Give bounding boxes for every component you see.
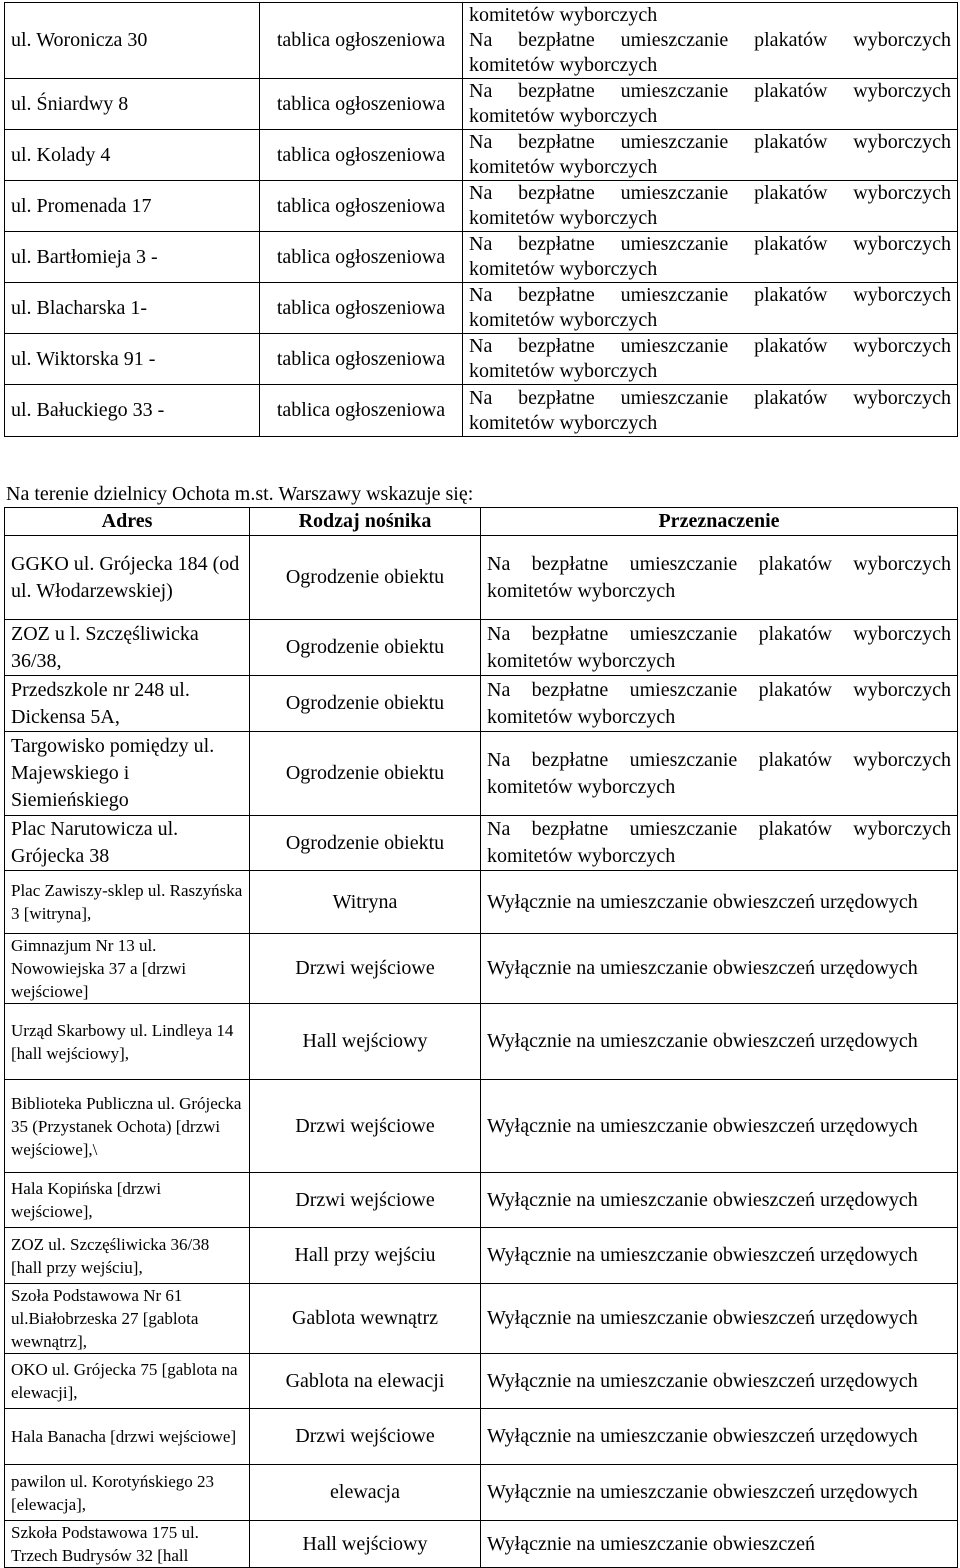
purpose-cell	[463, 283, 958, 334]
ochota-locations-table	[4, 507, 958, 1568]
address-cell: ul. Promenada 17	[5, 181, 260, 232]
table-row	[5, 1004, 958, 1080]
table-row	[5, 1173, 958, 1228]
purpose-cell	[463, 334, 958, 385]
table-row	[5, 283, 958, 334]
carrier-type-cell: Ogrodzenie obiektu	[250, 536, 481, 620]
table-row	[5, 385, 958, 437]
carrier-type-cell: Gablota wewnątrz	[250, 1284, 481, 1354]
purpose-cell: Wyłącznie na umieszczanie obwieszczeń urzędowych	[481, 1409, 958, 1465]
carrier-type-cell: Drzwi wejściowe	[250, 934, 481, 1004]
top-locations-table	[4, 2, 958, 437]
purpose-text: Na bezpłatne umieszczanie plakatów wyborczych komitetów wyborczych	[469, 284, 951, 331]
address-cell: ul. Blacharska 1-	[5, 283, 260, 334]
carrier-type-cell: tablica ogłoszeniowa	[260, 3, 463, 79]
carrier-type-cell: tablica ogłoszeniowa	[260, 181, 463, 232]
table-row	[5, 334, 958, 385]
table-row	[5, 1354, 958, 1409]
carrier-type-cell: Drzwi wejściowe	[250, 1409, 481, 1465]
purpose-text: Na bezpłatne umieszczanie plakatów wyborczych komitetów wyborczych	[469, 335, 951, 382]
purpose-text: Na bezpłatne umieszczanie plakatów wyborczych komitetów wyborczych	[469, 233, 951, 280]
purpose-cell: Wyłącznie na umieszczanie obwieszczeń urzędowych	[481, 1080, 958, 1173]
purpose-text: Na bezpłatne umieszczanie plakatów wyborczych komitetów wyborczych	[469, 182, 951, 229]
table-row	[5, 620, 958, 676]
purpose-cell: Wyłącznie na umieszczanie obwieszczeń urzędowych	[481, 1004, 958, 1080]
header-purpose: Przeznaczenie	[481, 508, 958, 536]
carrier-type-cell: Drzwi wejściowe	[250, 1080, 481, 1173]
purpose-cell: Na bezpłatne umieszczanie plakatów wyborczych komitetów wyborczych	[481, 676, 958, 732]
table-row	[5, 732, 958, 816]
address-cell: Biblioteka Publiczna ul. Grójecka 35 (Przystanek Ochota) [drzwi wejściowe],\	[5, 1080, 250, 1173]
purpose-cell: Na bezpłatne umieszczanie plakatów wyborczych komitetów wyborczych	[481, 816, 958, 871]
purpose-text: Na bezpłatne umieszczanie plakatów wyborczych komitetów wyborczych	[469, 29, 951, 76]
table-header-row	[5, 508, 958, 536]
purpose-cell: Wyłącznie na umieszczanie obwieszczeń urzędowych	[481, 1354, 958, 1409]
address-cell: Hala Kopińska [drzwi wejściowe],	[5, 1173, 250, 1228]
purpose-cell: Wyłącznie na umieszczanie obwieszczeń urzędowych	[481, 871, 958, 934]
purpose-cell: Wyłącznie na umieszczanie obwieszczeń urzędowych	[481, 1465, 958, 1521]
table-row	[5, 79, 958, 130]
address-cell: ZOZ u l. Szczęśliwicka 36/38,	[5, 620, 250, 676]
table-row	[5, 816, 958, 871]
table-row	[5, 1521, 958, 1568]
purpose-cell	[463, 79, 958, 130]
address-cell: ul. Woronicza 30	[5, 3, 260, 79]
address-cell: Hala Banacha [drzwi wejściowe]	[5, 1409, 250, 1465]
purpose-cell: Wyłącznie na umieszczanie obwieszczeń urzędowych	[481, 1228, 958, 1284]
purpose-cell	[463, 3, 958, 79]
address-cell: Gimnazjum Nr 13 ul. Nowowiejska 37 a [drzwi wejściowe]	[5, 934, 250, 1004]
purpose-cell	[463, 130, 958, 181]
purpose-text: Na bezpłatne umieszczanie plakatów wyborczych komitetów wyborczych	[469, 80, 951, 127]
carrier-type-cell: Hall wejściowy	[250, 1521, 481, 1568]
purpose-cell: Wyłącznie na umieszczanie obwieszczeń urzędowych	[481, 1173, 958, 1228]
address-cell: pawilon ul. Korotyńskiego 23 [elewacja],	[5, 1465, 250, 1521]
purpose-cell: Wyłącznie na umieszczanie obwieszczeń urzędowych	[481, 934, 958, 1004]
carrier-type-cell: tablica ogłoszeniowa	[260, 283, 463, 334]
table-row	[5, 3, 958, 79]
carrier-type-cell: Ogrodzenie obiektu	[250, 676, 481, 732]
purpose-cell: Na bezpłatne umieszczanie plakatów wyborczych komitetów wyborczych	[481, 536, 958, 620]
table-row	[5, 536, 958, 620]
header-carrier-type: Rodzaj nośnika	[250, 508, 481, 536]
carrier-type-cell: Gablota na elewacji	[250, 1354, 481, 1409]
section-caption: Na terenie dzielnicy Ochota m.st. Warszawy wskazuje się:	[6, 483, 474, 505]
table-row	[5, 871, 958, 934]
header-address: Adres	[5, 508, 250, 536]
address-cell: Plac Zawiszy-sklep ul. Raszyńska 3 [witryna],	[5, 871, 250, 934]
purpose-cell	[463, 181, 958, 232]
table-row	[5, 232, 958, 283]
table-row	[5, 1409, 958, 1465]
address-cell: ul. Kolady 4	[5, 130, 260, 181]
carrier-type-cell: tablica ogłoszeniowa	[260, 130, 463, 181]
table-row	[5, 934, 958, 1004]
carrier-type-cell: tablica ogłoszeniowa	[260, 334, 463, 385]
carrier-type-cell: Ogrodzenie obiektu	[250, 732, 481, 816]
address-cell: Szoła Podstawowa Nr 61 ul.Białobrzeska 27 [gablota wewnątrz],	[5, 1284, 250, 1354]
carrier-type-cell: elewacja	[250, 1465, 481, 1521]
table-row	[5, 1228, 958, 1284]
address-cell: ul. Śniardwy 8	[5, 79, 260, 130]
table-row	[5, 130, 958, 181]
address-cell: Targowisko pomiędzy ul. Majewskiego i Siemieńskiego	[5, 732, 250, 816]
purpose-cell: Wyłącznie na umieszczanie obwieszczeń urzędowych	[481, 1284, 958, 1354]
address-cell: Szkoła Podstawowa 175 ul. Trzech Budrysów 32 [hall	[5, 1521, 250, 1568]
address-cell: GGKO ul. Grójecka 184 (od ul. Włodarzewskiej)	[5, 536, 250, 620]
address-cell: Przedszkole nr 248 ul. Dickensa 5A,	[5, 676, 250, 732]
table-row	[5, 1284, 958, 1354]
carrier-type-cell: tablica ogłoszeniowa	[260, 385, 463, 437]
carrier-type-cell: tablica ogłoszeniowa	[260, 79, 463, 130]
purpose-cell: Wyłącznie na umieszczanie obwieszczeń	[481, 1521, 958, 1568]
purpose-text: Na bezpłatne umieszczanie plakatów wyborczych komitetów wyborczych	[469, 131, 951, 178]
address-cell: ZOZ ul. Szczęśliwicka 36/38 [hall przy wejściu],	[5, 1228, 250, 1284]
address-cell: ul. Wiktorska 91 -	[5, 334, 260, 385]
purpose-cell	[463, 385, 958, 437]
purpose-text: Na bezpłatne umieszczanie plakatów wyborczych komitetów wyborczych	[469, 386, 951, 434]
carrier-type-cell: Drzwi wejściowe	[250, 1173, 481, 1228]
carrier-type-cell: Hall przy wejściu	[250, 1228, 481, 1284]
table-row	[5, 181, 958, 232]
purpose-cell: Na bezpłatne umieszczanie plakatów wyborczych komitetów wyborczych	[481, 620, 958, 676]
carrier-type-cell: Ogrodzenie obiektu	[250, 816, 481, 871]
carrier-type-cell: Ogrodzenie obiektu	[250, 620, 481, 676]
table-row	[5, 676, 958, 732]
purpose-cell: Na bezpłatne umieszczanie plakatów wyborczych komitetów wyborczych	[481, 732, 958, 816]
carrier-type-cell: Witryna	[250, 871, 481, 934]
table-row	[5, 1080, 958, 1173]
carrier-type-cell: tablica ogłoszeniowa	[260, 232, 463, 283]
carrier-type-cell: Hall wejściowy	[250, 1004, 481, 1080]
address-cell: Urząd Skarbowy ul. Lindleya 14 [hall wejściowy],	[5, 1004, 250, 1080]
purpose-cell	[463, 232, 958, 283]
address-cell: Plac Narutowicza ul. Grójecka 38	[5, 816, 250, 871]
address-cell: ul. Bałuckiego 33 -	[5, 385, 260, 437]
address-cell: ul. Bartłomieja 3 -	[5, 232, 260, 283]
address-cell: OKO ul. Grójecka 75 [gablota na elewacji],	[5, 1354, 250, 1409]
purpose-continuation: komitetów wyborczych	[469, 4, 658, 26]
table-row	[5, 1465, 958, 1521]
